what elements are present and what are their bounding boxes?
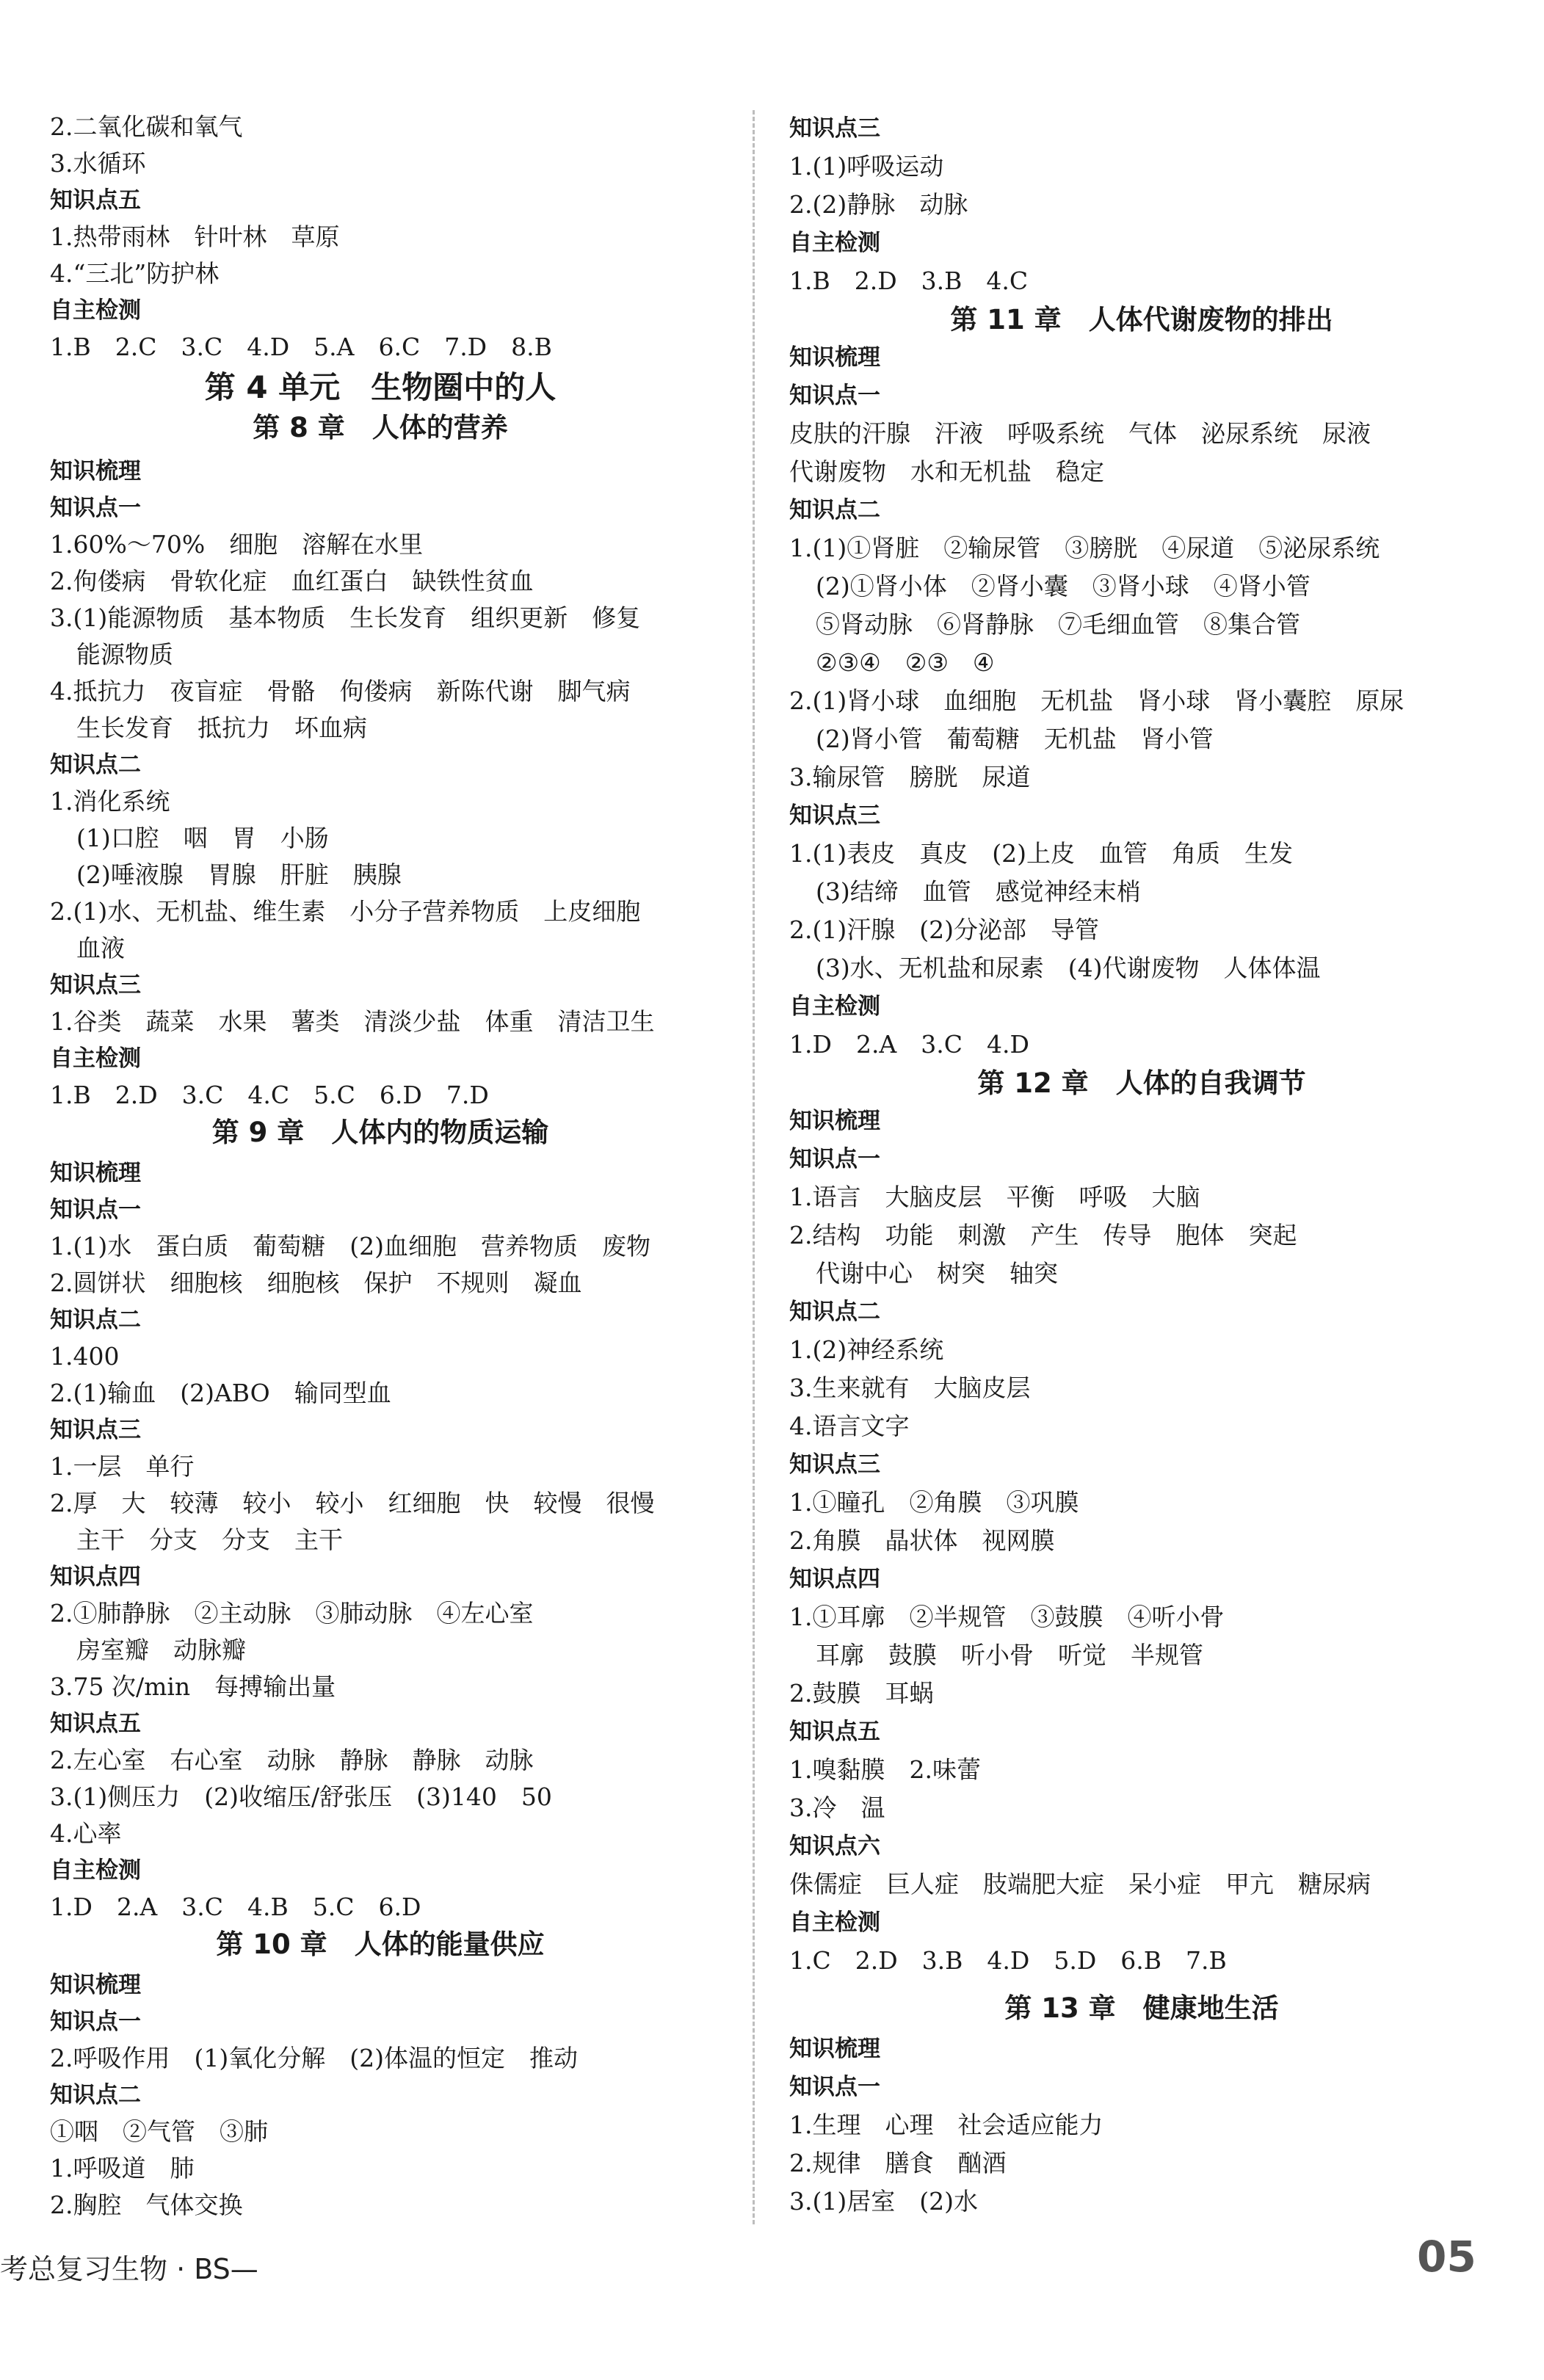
answer-line: 1.热带雨林 针叶林 草原 (50, 222, 340, 251)
section-heading: 知识点一 (789, 382, 880, 409)
answer-line: 1.(1)①肾脏 ②输尿管 ③膀胱 ④尿道 ⑤泌尿系统 (789, 534, 1380, 562)
answer-line: 1.嗅黏膜 2.味蕾 (789, 1755, 981, 1784)
answer-line: 4.抵抗力 夜盲症 骨骼 佝偻病 新陈代谢 脚气病 (50, 677, 631, 705)
answer-line: 房室瓣 动脉瓣 (76, 1636, 246, 1664)
answer-line: 2.(1)汗腺 (2)分泌部 导管 (789, 915, 1099, 944)
answer-line: (1)口腔 咽 胃 小肠 (76, 824, 329, 852)
section-heading: 知识点三 (789, 802, 880, 829)
answer-line: 1.谷类 蔬菜 水果 薯类 清淡少盐 体重 清洁卫生 (50, 1007, 655, 1036)
section-heading: 知识点二 (50, 752, 141, 778)
answer-line: 3.75 次/min 每搏输出量 (50, 1672, 336, 1701)
answer-line: 1.D 2.A 3.C 4.D (789, 1030, 1029, 1059)
answer-line: 2.角膜 晶状体 视网膜 (789, 1526, 1055, 1555)
section-heading: 自主检测 (789, 230, 880, 256)
section-heading: 自主检测 (50, 1857, 141, 1884)
chapter-title: 第 9 章 人体内的物质运输 (211, 1117, 549, 1148)
answer-line: 代谢废物 水和无机盐 稳定 (789, 457, 1104, 486)
answer-line: (3)结缔 血管 感觉神经末梢 (816, 877, 1141, 906)
section-heading: 知识点三 (789, 1451, 880, 1478)
answer-line: 3.输尿管 膀胱 尿道 (789, 763, 1031, 791)
answer-line: 2.厚 大 较薄 较小 较小 红细胞 快 较慢 很慢 (50, 1489, 655, 1517)
chapter-title: 第 13 章 健康地生活 (1004, 1992, 1279, 2024)
section-heading: 知识点四 (50, 1564, 141, 1590)
answer-line: 1.①耳廓 ②半规管 ③鼓膜 ④听小骨 (789, 1603, 1225, 1631)
section-heading: 知识点一 (50, 495, 141, 521)
section-heading: 知识梳理 (789, 2036, 880, 2062)
answer-line: 1.(2)神经系统 (789, 1335, 944, 1364)
answer-line: ①咽 ②气管 ③肺 (50, 2117, 268, 2146)
answer-line: 4.“三北”防护林 (50, 259, 220, 288)
answer-line: 2.鼓膜 耳蜗 (789, 1679, 934, 1708)
answer-line: 能源物质 (76, 640, 173, 669)
answer-line: 3.(1)居室 (2)水 (789, 2187, 978, 2216)
answer-line: 2.左心室 右心室 动脉 静脉 静脉 动脉 (50, 1746, 534, 1774)
page-number: 05 (1417, 2232, 1476, 2282)
answer-line: (2)①肾小体 ②肾小囊 ③肾小球 ④肾小管 (816, 572, 1311, 601)
section-heading: 知识点一 (789, 2074, 880, 2100)
answer-line: 2.圆饼状 细胞核 细胞核 保护 不规则 凝血 (50, 1269, 582, 1297)
answer-line: ⑤肾动脉 ⑥肾静脉 ⑦毛细血管 ⑧集合管 (816, 610, 1300, 639)
answer-line: 1.B 2.D 3.B 4.C (789, 266, 1029, 295)
answer-line: 3.(1)能源物质 基本物质 生长发育 组织更新 修复 (50, 603, 641, 632)
answer-line: 1.60%～70% 细胞 溶解在水里 (50, 530, 424, 559)
answer-line: 2.(1)肾小球 血细胞 无机盐 肾小球 肾小囊腔 原尿 (789, 686, 1405, 715)
unit-title: 第 4 单元 生物圈中的人 (204, 369, 557, 405)
answer-line: 2.(1)水、无机盐、维生素 小分子营养物质 上皮细胞 (50, 897, 641, 926)
answer-line: 2.规律 膳食 酗酒 (789, 2149, 1007, 2177)
column-divider (753, 110, 755, 2224)
answer-line: 生长发育 抵抗力 坏血病 (76, 714, 367, 742)
answer-line: 1.①瞳孔 ②角膜 ③巩膜 (789, 1488, 1079, 1517)
section-heading: 知识点三 (50, 972, 141, 998)
answer-line: 1.一层 单行 (50, 1452, 195, 1481)
section-heading: 知识梳理 (50, 1160, 141, 1186)
chapter-title: 第 12 章 人体的自我调节 (977, 1067, 1306, 1099)
section-heading: 知识点五 (50, 187, 141, 214)
answer-line: 1.B 2.D 3.C 4.C 5.C 6.D 7.D (50, 1081, 489, 1109)
section-heading: 知识点五 (789, 1719, 880, 1745)
answer-line: 2.呼吸作用 (1)氧化分解 (2)体温的恒定 推动 (50, 2044, 578, 2072)
answer-line: 主干 分支 分支 主干 (76, 1525, 343, 1554)
section-heading: 知识点二 (789, 1299, 880, 1325)
answer-line: 1.消化系统 (50, 787, 170, 816)
section-heading: 知识点三 (50, 1417, 141, 1443)
answer-line: 代谢中心 树突 轴突 (816, 1259, 1058, 1288)
answer-line: 2.①肺静脉 ②主动脉 ③肺动脉 ④左心室 (50, 1599, 534, 1628)
section-heading: 知识点二 (50, 2082, 141, 2108)
section-heading: 知识点四 (789, 1566, 880, 1592)
answer-line: ②③④ ②③ ④ (816, 648, 995, 677)
answer-line: 1.(1)水 蛋白质 葡萄糖 (2)血细胞 营养物质 废物 (50, 1232, 650, 1260)
answer-line: 2.佝偻病 骨软化症 血红蛋白 缺铁性贫血 (50, 567, 534, 595)
section-heading: 知识梳理 (789, 344, 880, 371)
section-heading: 知识点三 (789, 115, 880, 142)
section-heading: 知识点一 (50, 1197, 141, 1223)
answer-line: (2)唾液腺 胃腺 肝脏 胰腺 (76, 860, 402, 889)
answer-line: 皮肤的汗腺 汗液 呼吸系统 气体 泌尿系统 尿液 (789, 419, 1371, 448)
section-heading: 自主检测 (50, 297, 141, 324)
answer-line: 1.生理 心理 社会适应能力 (789, 2111, 1103, 2139)
answer-line: 4.心率 (50, 1819, 122, 1848)
answer-line: 1.400 (50, 1342, 120, 1371)
answer-line: 3.生来就有 大脑皮层 (789, 1374, 1031, 1402)
answer-line: 1.C 2.D 3.B 4.D 5.D 6.B 7.B (789, 1946, 1227, 1975)
chapter-title: 第 8 章 人体的营养 (253, 412, 508, 443)
answer-line: 3.(1)侧压力 (2)收缩压/舒张压 (3)140 50 (50, 1782, 552, 1811)
section-heading: 知识点二 (50, 1307, 141, 1333)
section-heading: 知识点五 (50, 1710, 141, 1737)
section-heading: 知识梳理 (789, 1108, 880, 1134)
section-heading: 知识点一 (50, 2009, 141, 2035)
section-heading: 自主检测 (789, 1909, 880, 1936)
section-heading: 知识梳理 (50, 1972, 141, 1998)
answer-line: 耳廓 鼓膜 听小骨 听觉 半规管 (816, 1641, 1203, 1669)
answer-line: 1.B 2.C 3.C 4.D 5.A 6.C 7.D 8.B (50, 333, 552, 361)
answer-line: 2.(2)静脉 动脉 (789, 190, 968, 219)
answer-line: 1.呼吸道 肺 (50, 2154, 195, 2183)
answer-line: 血液 (76, 934, 125, 962)
chapter-title: 第 11 章 人体代谢废物的排出 (950, 304, 1333, 335)
answer-line: 2.胸腔 气体交换 (50, 2191, 243, 2219)
answer-line: 1.(1)表皮 真皮 (2)上皮 血管 角质 生发 (789, 839, 1293, 868)
section-heading: 知识点一 (789, 1146, 880, 1172)
answer-line: 侏儒症 巨人症 肢端肥大症 呆小症 甲亢 糖尿病 (789, 1870, 1371, 1898)
section-heading: 知识梳理 (50, 458, 141, 485)
answer-line: (2)肾小管 葡萄糖 无机盐 肾小管 (816, 725, 1214, 753)
section-heading: 自主检测 (50, 1045, 141, 1072)
section-heading: 知识点二 (789, 497, 880, 523)
answer-line: 1.D 2.A 3.C 4.B 5.C 6.D (50, 1893, 421, 1921)
answer-line: 2.(1)输血 (2)ABO 输同型血 (50, 1379, 391, 1407)
answer-line: 3.水循环 (50, 149, 146, 178)
answer-line: 2.结构 功能 刺激 产生 传导 胞体 突起 (789, 1221, 1297, 1249)
answer-line: 2.二氧化碳和氧气 (50, 112, 243, 141)
section-heading: 知识点六 (789, 1833, 880, 1860)
answer-line: 4.语言文字 (789, 1412, 910, 1440)
answer-line: (3)水、无机盐和尿素 (4)代谢废物 人体体温 (816, 954, 1321, 982)
section-heading: 自主检测 (789, 993, 880, 1020)
answer-line: 1.(1)呼吸运动 (789, 152, 944, 181)
answer-line: 3.冷 温 (789, 1793, 885, 1822)
chapter-title: 第 10 章 人体的能量供应 (216, 1929, 545, 1960)
footer-book-title: 考总复习生物 · BS— (0, 2253, 258, 2285)
answer-line: 1.语言 大脑皮层 平衡 呼吸 大脑 (789, 1183, 1200, 1211)
